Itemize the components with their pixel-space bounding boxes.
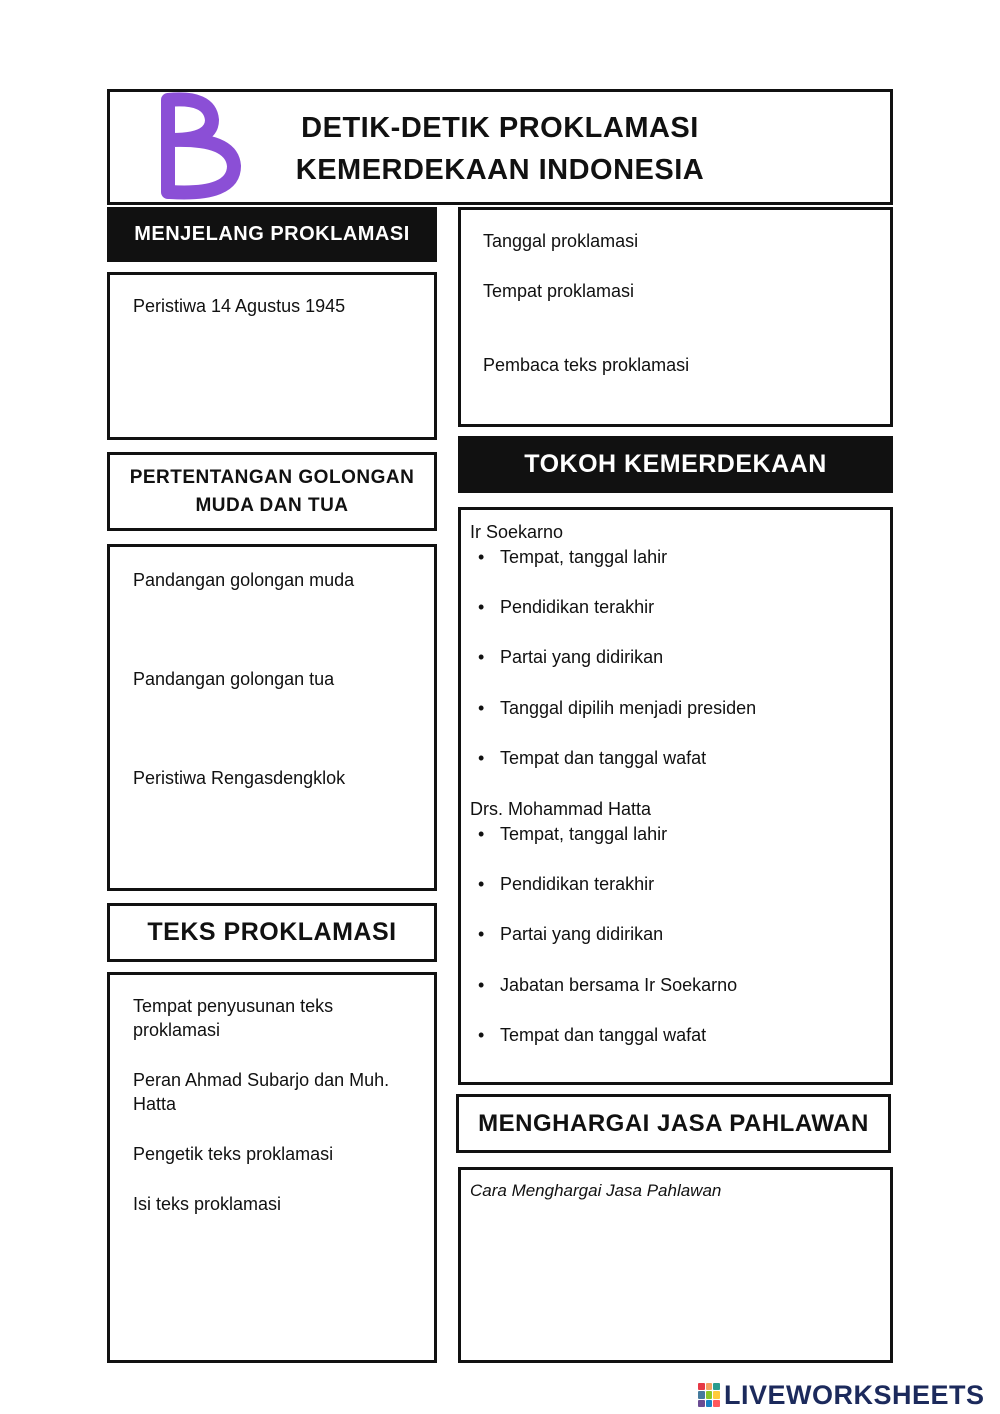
person-1-bullet-lahir: • Tempat, tanggal lahir <box>500 545 667 569</box>
teks-item-peran-line-2: Hatta <box>133 1094 177 1114</box>
teks-item-penyusunan <box>133 994 333 1042</box>
teks-item-isi: Isi teks proklamasi <box>133 1194 282 1214</box>
jasa-item: Cara Menghargai Jasa Pahlawan <box>470 1181 722 1200</box>
teks-item-peran-line-1: Peran Ahmad Subarjo dan Muh. <box>133 1070 390 1090</box>
teks-heading-text: TEKS PROKLAMASI <box>147 918 397 946</box>
menjelang-item: Peristiwa 14 Agustus 1945 <box>133 296 346 316</box>
person-2-bullet-partai: • Partai yang didirikan <box>500 922 663 946</box>
person-1-bullet-partai: • Partai yang didirikan <box>500 645 663 669</box>
tokoh-heading <box>458 436 893 493</box>
tokoh-box <box>458 507 893 1085</box>
pertentangan-item-rengasdengklok: Peristiwa Rengasdengklok <box>133 768 346 788</box>
pertentangan-box <box>107 544 437 891</box>
menjelang-heading-text: MENJELANG PROKLAMASI <box>134 223 410 245</box>
title-line-1: DETIK-DETIK PROKLAMASI <box>301 112 699 144</box>
pertentangan-item-muda: Pandangan golongan muda <box>133 570 355 590</box>
jasa-heading-text: MENGHARGAI JASA PAHLAWAN <box>478 1109 869 1137</box>
page-title <box>200 107 800 191</box>
pertentangan-item-tua: Pandangan golongan tua <box>133 669 335 689</box>
teks-item-peran <box>133 1068 389 1116</box>
person-2-bullet-jabatan: • Jabatan bersama Ir Soekarno <box>500 973 737 997</box>
teks-item-penyusunan-line-1: Tempat penyusunan teks <box>133 996 334 1016</box>
title-line-2: KEMERDEKAAN INDONESIA <box>295 154 705 186</box>
person-1-bullet-presiden: • Tanggal dipilih menjadi presiden <box>500 696 756 720</box>
proklamasi-item-tanggal: Tanggal proklamasi <box>483 231 639 251</box>
teks-item-penyusunan-line-2: proklamasi <box>133 1020 221 1040</box>
person-1-bullet-pendidikan: • Pendidikan terakhir <box>500 595 654 619</box>
liveworksheets-logo[interactable] <box>698 1380 985 1410</box>
person-1-bullet-wafat: • Tempat dan tanggal wafat <box>500 746 706 770</box>
proklamasi-item-pembaca: Pembaca teks proklamasi <box>483 355 690 375</box>
person-2-bullet-pendidikan: • Pendidikan terakhir <box>500 872 654 896</box>
person-2-bullet-lahir: • Tempat, tanggal lahir <box>500 822 667 846</box>
liveworksheets-brand: LIVEWORKSHEETS <box>724 1379 985 1410</box>
teks-item-pengetik: Pengetik teks proklamasi <box>133 1144 334 1164</box>
pertentangan-heading-line-1: PERTENTANGAN GOLONGAN <box>129 466 415 488</box>
liveworksheets-mark-icon <box>698 1383 720 1407</box>
person-2-bullet-wafat: • Tempat dan tanggal wafat <box>500 1023 706 1047</box>
pertentangan-heading <box>107 452 437 531</box>
jasa-heading <box>456 1094 891 1153</box>
menjelang-heading <box>107 207 437 262</box>
proklamasi-item-tempat: Tempat proklamasi <box>483 281 635 301</box>
tokoh-person-2-name: Drs. Mohammad Hatta <box>470 799 652 819</box>
pertentangan-heading-line-2: MUDA DAN TUA <box>195 494 349 516</box>
tokoh-heading-text: TOKOH KEMERDEKAAN <box>524 450 827 478</box>
teks-heading <box>107 903 437 962</box>
tokoh-person-1-name: Ir Soekarno <box>470 522 564 542</box>
